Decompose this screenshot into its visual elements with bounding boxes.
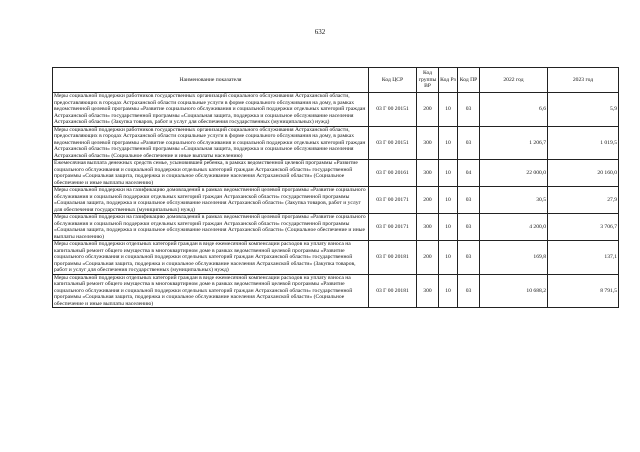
row-vr: 300 — [417, 274, 439, 308]
row-2022: 22 000,0 — [480, 160, 548, 187]
row-description: Меры социальной поддержки на газификацию домовладений в рамках ведомственной целевой программы «Развитие социального обслуживания и социальной поддержки отдельных категорий граждан Астраханской области» государственной программы «Социальная защита, поддержка и социальное обслуживание населения Астраханской области» (Социальное обеспечение и иные выплаты населению) — [53, 214, 369, 241]
row-rz: 10 — [439, 187, 458, 214]
row-rz: 10 — [439, 214, 458, 241]
row-2023: 27,9 — [548, 187, 619, 214]
row-csr: 03 Г 00 20151 — [369, 93, 417, 127]
row-description: Меры социальной поддержки отдельных категорий граждан в виде ежемесячной компенсации расходов на уплату взноса на капитальный ремонт общего имущества в многоквартирном доме в рамках ведомственной целевой программы «Развитие социального обслуживания и социальной поддержки отдельных категорий граждан Астраханской области» государственной программы «Социальная защита, поддержка и социальное обслуживание населения Астраханской области» (Социальное обеспечение и иные выплаты населению) — [53, 274, 369, 308]
row-pr: 03 — [458, 93, 480, 127]
row-2023: 3 706,7 — [548, 214, 619, 241]
row-csr: 03 Г 00 20151 — [369, 126, 417, 160]
row-2023: 20 160,0 — [548, 160, 619, 187]
row-csr: 03 Г 00 20171 — [369, 187, 417, 214]
row-2022: 4 200,0 — [480, 214, 548, 241]
row-2023: 5,9 — [548, 93, 619, 127]
table-row — [53, 160, 619, 187]
row-description: Меры социальной поддержки на газификацию домовладений в рамках ведомственной целевой программы «Развитие социального обслуживания и социальной поддержки отдельных категорий граждан Астраханской области» государственной программы «Социальная защита, поддержка и социальное обслуживание населения Астраханской области» (Закупка товаров, работ и услуг для обеспечения государственных (муниципальных) нужд) — [53, 187, 369, 214]
page-number: 632 — [314, 28, 326, 36]
row-description: Меры социальной поддержки работников государственных организаций социального обслуживания Астраханской области, предоставляющих в городах Астраханской области социальные услуги в форме социального обслуживания на дому, в рамках ведомственной целевой программы «Развитие социального обслуживания и социальной поддержки отдельных категорий граждан Астраханской области» государственной программы «Социальная защита, поддержка и социальное обслуживание населения Астраханской области» (Социальное обеспечение и иные выплаты населению) — [53, 126, 369, 160]
row-pr: 04 — [458, 160, 480, 187]
header-2022: 2022 год — [480, 68, 548, 93]
row-2022: 169,8 — [480, 241, 548, 275]
row-description: Ежемесячная выплата денежных средств семье, усыновившей ребенка, в рамках ведомственной целевой программы «Развитие социального обслуживания и социальной поддержки отдельных категорий граждан Астраханской области» государственной программы «Социальная защита, поддержка и социальное обслуживание населения Астраханской области» (Социальное обеспечение и иные выплаты населению) — [53, 160, 369, 187]
row-2022: 1 206,7 — [480, 126, 548, 160]
row-pr: 03 — [458, 241, 480, 275]
table-row — [53, 274, 619, 308]
row-description: Меры социальной поддержки отдельных категорий граждан в виде ежемесячной компенсации расходов на уплату взноса на капитальный ремонт общего имущества в многоквартирном доме в рамках ведомственной целевой программы «Развитие социального обслуживания и социальной поддержки отдельных категорий граждан Астраханской области» государственной программы «Социальная защита, поддержка и социальное обслуживание населения Астраханской области» (Закупка товаров, работ и услуг для обеспечения государственных (муниципальных) нужд) — [53, 241, 369, 275]
row-rz: 10 — [439, 160, 458, 187]
header-rz: Код Рз — [439, 68, 458, 93]
table-row — [53, 93, 619, 127]
row-2022: 6,6 — [480, 93, 548, 127]
row-rz: 10 — [439, 93, 458, 127]
row-rz: 10 — [439, 126, 458, 160]
row-vr: 300 — [417, 160, 439, 187]
row-2023: 137,1 — [548, 241, 619, 275]
row-vr: 300 — [417, 126, 439, 160]
row-2022: 10 688,2 — [480, 274, 548, 308]
row-rz: 10 — [439, 241, 458, 275]
header-csr: Код ЦСР — [369, 68, 417, 93]
row-2023: 1 019,5 — [548, 126, 619, 160]
row-csr: 03 Г 00 20161 — [369, 160, 417, 187]
row-2023: 8 791,5 — [548, 274, 619, 308]
row-pr: 03 — [458, 126, 480, 160]
table-row — [53, 241, 619, 275]
header-2023: 2023 год — [548, 68, 619, 93]
row-csr: 03 Г 00 20181 — [369, 274, 417, 308]
row-pr: 03 — [458, 187, 480, 214]
header-vr: Код группы ВР — [417, 68, 439, 93]
row-description: Меры социальной поддержки работников государственных организаций социального обслуживания Астраханской области, предоставляющих в городах Астраханской области социальные услуги в форме социального обслуживания на дому, в рамках ведомственной целевой программы «Развитие социального обслуживания и социальной поддержки отдельных категорий граждан Астраханской области» государственной программы «Социальная защита, поддержка и социальное обслуживание населения Астраханской области» (Закупка товаров, работ и услуг для обеспечения государственных (муниципальных) нужд) — [53, 93, 369, 127]
table-row — [53, 187, 619, 214]
table-header-row — [53, 68, 619, 93]
row-vr: 200 — [417, 187, 439, 214]
row-vr: 300 — [417, 214, 439, 241]
budget-table — [52, 67, 619, 308]
header-pr: Код ПР — [458, 68, 480, 93]
header-name: Наименование показателя — [53, 68, 369, 93]
row-pr: 03 — [458, 274, 480, 308]
row-csr: 03 Г 00 20181 — [369, 241, 417, 275]
row-rz: 10 — [439, 274, 458, 308]
row-vr: 200 — [417, 241, 439, 275]
row-2022: 30,5 — [480, 187, 548, 214]
row-pr: 03 — [458, 214, 480, 241]
row-csr: 03 Г 00 20171 — [369, 214, 417, 241]
row-vr: 200 — [417, 93, 439, 127]
table-row — [53, 126, 619, 160]
table-row — [53, 214, 619, 241]
